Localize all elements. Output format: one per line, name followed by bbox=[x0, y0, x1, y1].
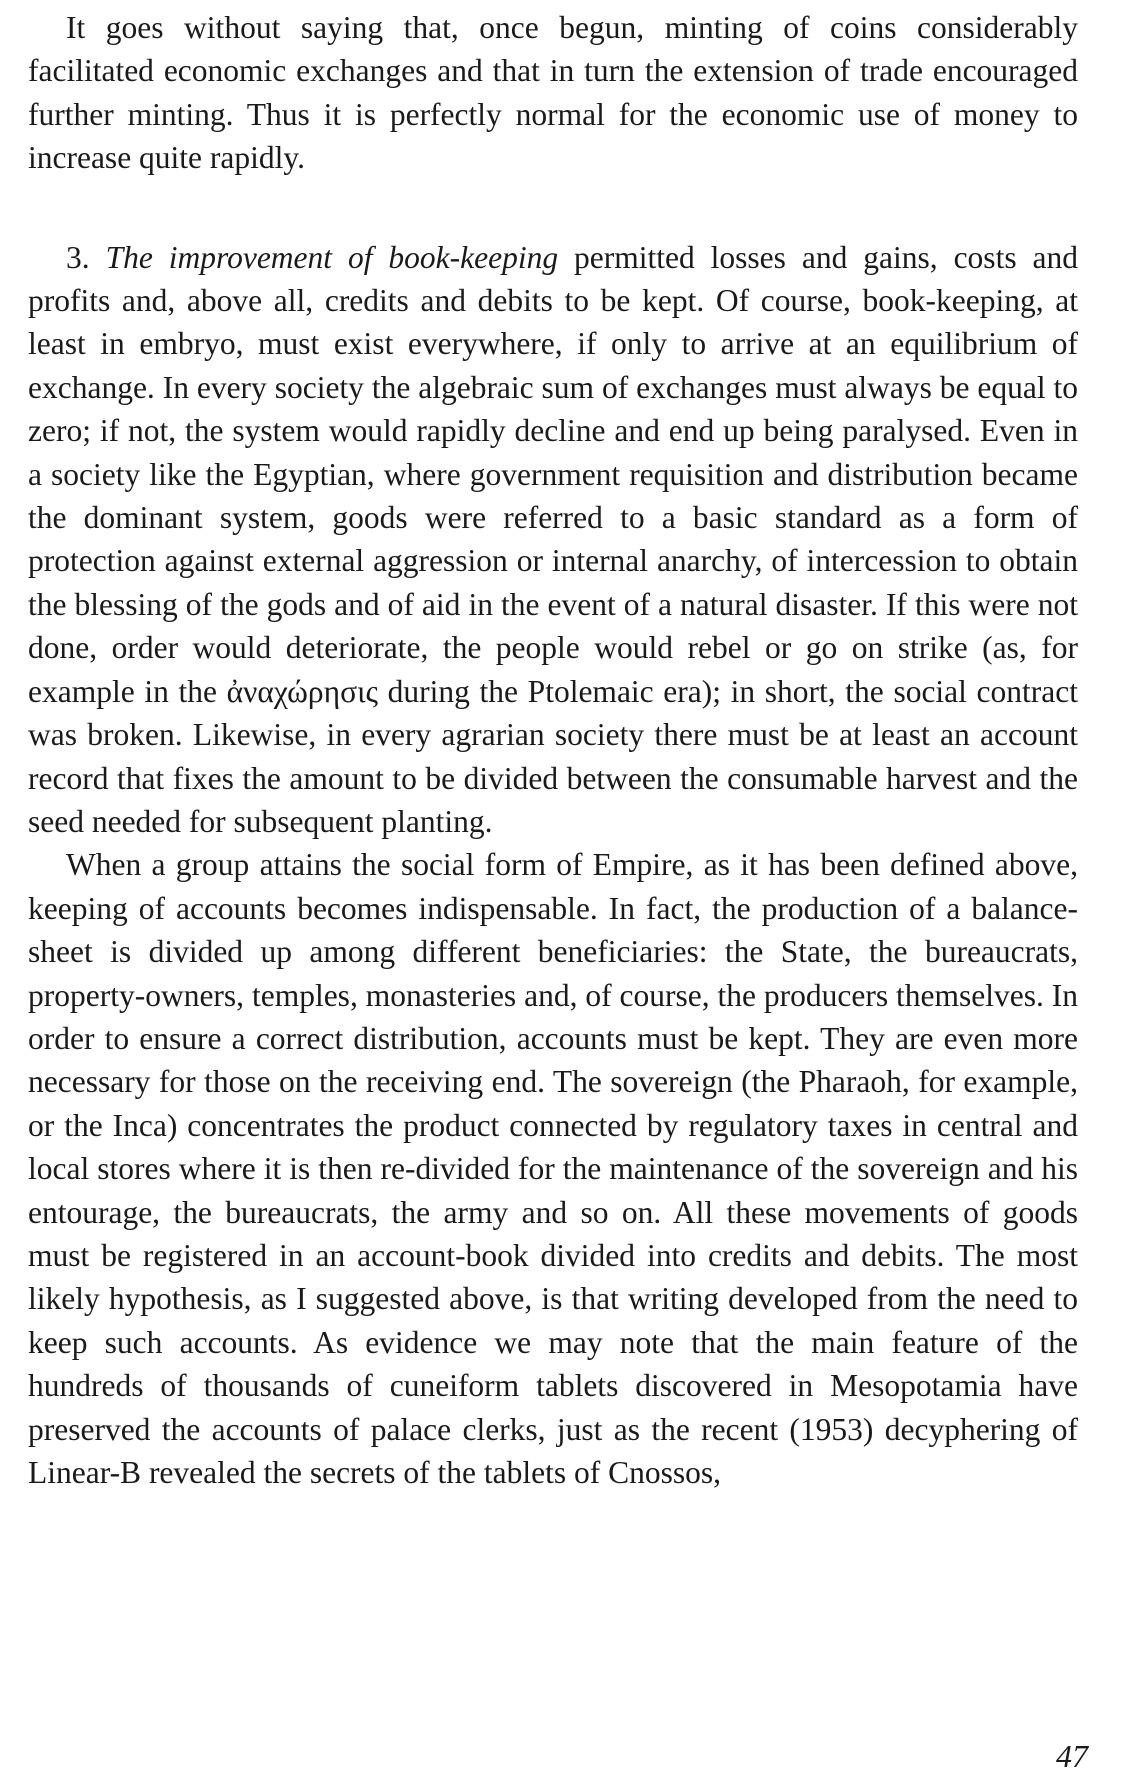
paragraph-empire: When a group attains the social form of Empire, as it has been defined above, keeping of accounts becomes indispensable. In fact, the production of a balance-sheet is divided up among different beneficiaries: the State, the bureaucrats, property-owners, temples, monasteries and, of course, the producers themselves. In order to ensure a correct distribution, accounts must be kept. They are even more necessary for those on the receiving end. The sovereign (the Pharaoh, for example, or the Inca) concentrates the product connected by regulatory taxes in central and local stores where it is then re-divided for the maintenance of the sovereign and his entourage, the bureaucrats, the army and so on. All these movements of goods must be registered in an account-book divided into credits and debits. The most likely hypothesis, as I suggested above, is that writing developed from the need to keep such accounts. As evidence we may note that the main feature of the hundreds of thousands of cuneiform tablets discovered in Mesopotamia have preserved the accounts of palace clerks, just as the recent (1953) decyphering of Linear-B revealed the secrets of the tablets of Cnossos, bbox=[28, 847, 1078, 1490]
paragraph-minting: It goes without saying that, once begun, minting of coins considerably facilitated economic exchanges and that in turn the extension of trade encouraged further minting. Thus it is perfectly normal for the economic use of money to increase quite rapidly. bbox=[28, 10, 1078, 176]
section-title: The improvement of book-keeping bbox=[105, 239, 559, 275]
section-body: permitted losses and gains, costs and profits and, above all, credits and debits to be kept. Of course, book-keeping, at least in embryo, must exist everywhere, if only to arrive at an equilibrium of exchange. In every society the algebraic sum of exchanges must always be equal to zero; if not, the system would rapidly decline and end up being paralysed. Even in a society like the Egyptian, where government requisition and distribution became the dominant system, goods were referred to a basic standard as a form of protection against external aggression or internal anarchy, of intercession to obtain the blessing of the gods and of aid in the event of a natural disaster. If this were not done, order would deteriorate, the people would rebel or go on strike (as, for example in the ἀναχώρησις during the Ptolemaic era); in short, the social contract was broken. Likewise, in every agrarian society there must be at least an account record that fixes the amount to be divided between the consumable harvest and the seed needed for subsequent planting. bbox=[28, 239, 1078, 839]
section-book-keeping bbox=[28, 236, 1078, 844]
body-text bbox=[28, 6, 1078, 1494]
section-number: 3. bbox=[66, 239, 90, 275]
page-number: 47 bbox=[1056, 1738, 1088, 1774]
